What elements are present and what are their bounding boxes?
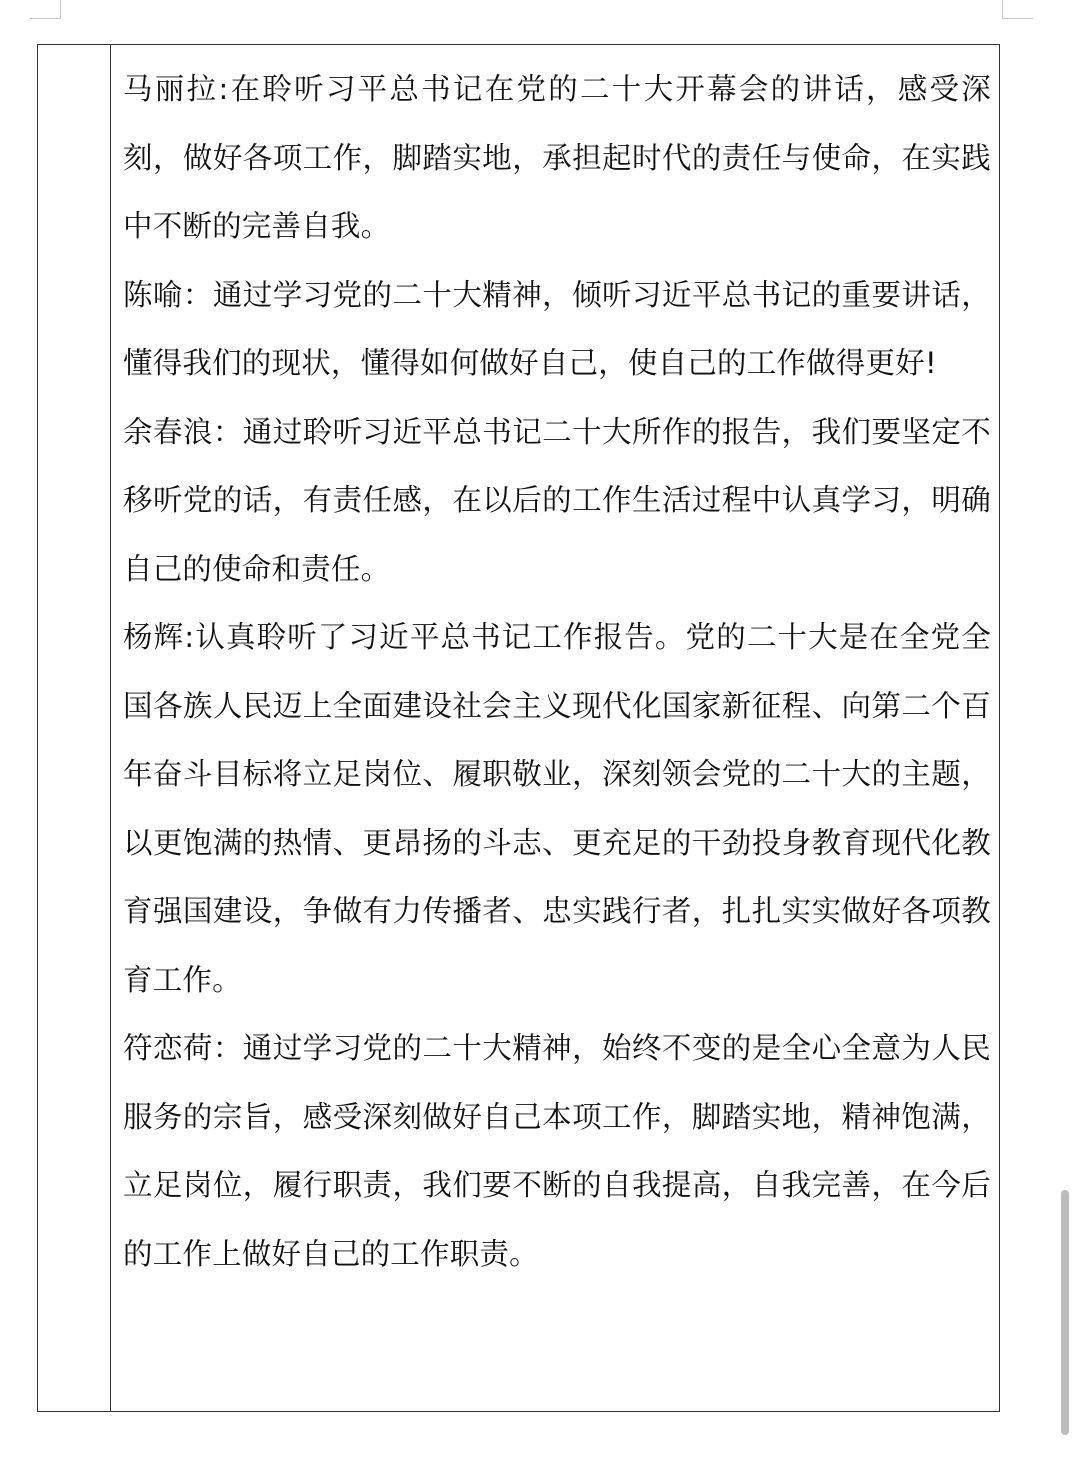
page-corner-mark-top-right: [1002, 0, 1033, 19]
comment-entry: 余春浪：通过聆听习近平总书记二十大所作的报告，我们要坚定不移听党的话，有责任感，在以后的工作生活过程中认真学习，明确自己的使命和责任。: [123, 414, 991, 586]
comment-entry: 马丽拉:在聆听习平总书记在党的二十大开幕会的讲话，感受深刻，做好各项工作，脚踏实地，承担起时代的责任与使命，在实践中不断的完善自我。: [123, 72, 991, 243]
table-left-column: [38, 45, 111, 1411]
vertical-scrollbar[interactable]: [1061, 1190, 1069, 1435]
comment-entry: 符恋荷：通过学习党的二十大精神，始终不变的是全心全意为人民服务的宗旨，感受深刻做好自己本项工作，脚踏实地，精神饱满，立足岗位，履行职责，我们要不断的自我提高，自我完善，在今后的工作上做好自己的工作职责。: [123, 1031, 991, 1271]
document-table: [37, 44, 1000, 1412]
comment-entry: 陈喻：通过学习党的二十大精神，倾听习近平总书记的重要讲话，懂得我们的现状，懂得如何做好自己，使自己的工作做得更好!: [123, 277, 991, 380]
table-content-cell[interactable]: [111, 45, 999, 1411]
comment-entry: 杨辉:认真聆听了习近平总书记工作报告。党的二十大是在全党全国各族人民迈上全面建设社会主义现代化国家新征程、向第二个百年奋斗目标将立足岗位、履职敬业，深刻领会党的二十大的主题，以更饱满的热情、更昂扬的斗志、更充足的干劲投身教育现代化教育强国建设，争做有力传播者、忠实践行者，扎扎实实做好各项教育工作。: [123, 620, 991, 997]
page-corner-mark-top-left: [30, 0, 61, 19]
